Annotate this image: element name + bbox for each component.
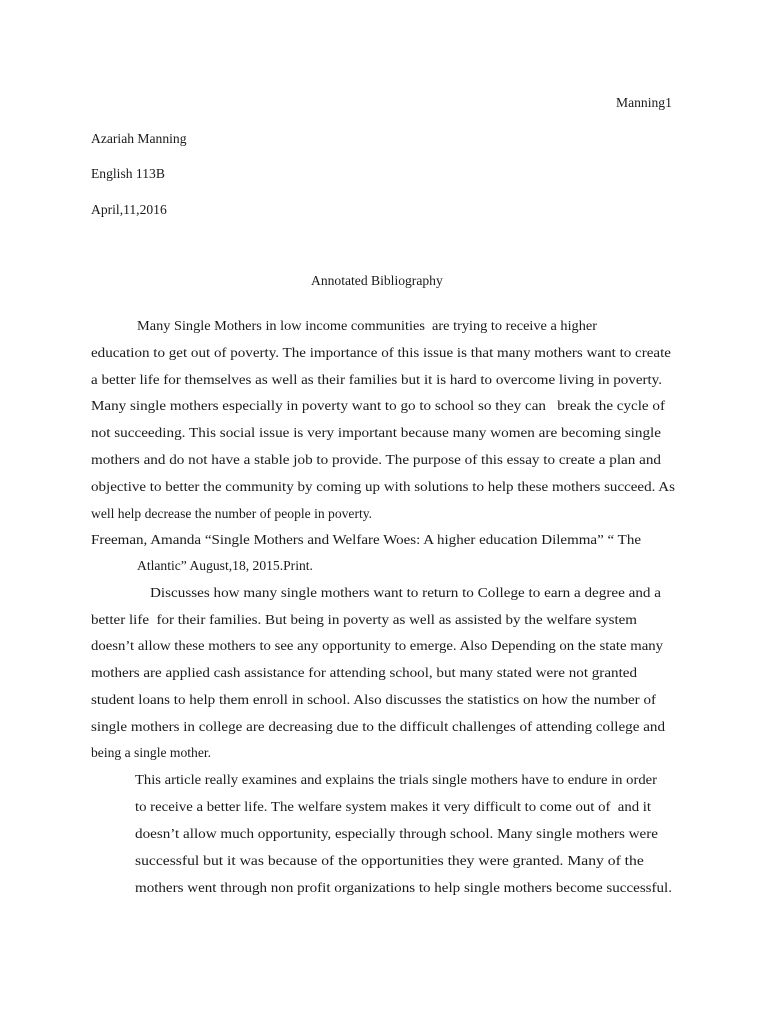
intro-line: mothers and do not have a stable job to provide. The purpose of this essay to create a plan and	[91, 452, 661, 467]
intro-line: objective to better the community by coming up with solutions to help these mothers succeed. As	[91, 479, 675, 494]
intro-line: well help decrease the number of people in poverty.	[91, 506, 373, 521]
running-head: Manning1	[616, 95, 672, 110]
evaluation-line: to receive a better life. The welfare system makes it very difficult to come out of and it	[135, 799, 651, 814]
summary-line: mothers are applied cash assistance for attending school, but many stated were not granted	[91, 665, 637, 680]
summary-line: single mothers in college are decreasing due to the difficult challenges of attending college and	[91, 719, 665, 734]
evaluation-line: doesn’t allow much opportunity, especially through school. Many single mothers were	[135, 826, 658, 841]
intro-line: Many Single Mothers in low income communities are trying to receive a higher	[137, 318, 597, 333]
citation-line: Atlantic” August,18, 2015.Print.	[137, 558, 313, 573]
intro-line: a better life for themselves as well as their families but it is hard to overcome living in poverty.	[91, 372, 662, 387]
intro-line: not succeeding. This social issue is very important because many women are becoming single	[91, 425, 661, 440]
author-name: Azariah Manning	[91, 131, 187, 146]
evaluation-line: successful but it was because of the opportunities they were granted. Many of the	[135, 853, 644, 868]
intro-line: education to get out of poverty. The importance of this issue is that many mothers want to create	[91, 345, 671, 360]
summary-line: Discusses how many single mothers want to return to College to earn a degree and a	[150, 585, 661, 600]
evaluation-line: This article really examines and explains the trials single mothers have to endure in order	[135, 772, 657, 787]
essay-date: April,11,2016	[91, 202, 167, 217]
citation-line: Freeman, Amanda “Single Mothers and Welfare Woes: A higher education Dilemma” “ The	[91, 532, 641, 547]
evaluation-line: mothers went through non profit organizations to help single mothers become successful.	[135, 880, 672, 895]
summary-line: student loans to help them enroll in school. Also discusses the statistics on how the number of	[91, 692, 656, 707]
summary-line: being a single mother.	[91, 745, 212, 760]
document-title: Annotated Bibliography	[311, 273, 443, 288]
summary-line: better life for their families. But being in poverty as well as assisted by the welfare system	[91, 612, 637, 627]
course-name: English 113B	[91, 166, 165, 181]
intro-line: Many single mothers especially in poverty want to go to school so they can break the cycle of	[91, 398, 665, 413]
summary-line: doesn’t allow these mothers to see any opportunity to emerge. Also Depending on the state many	[91, 638, 663, 653]
